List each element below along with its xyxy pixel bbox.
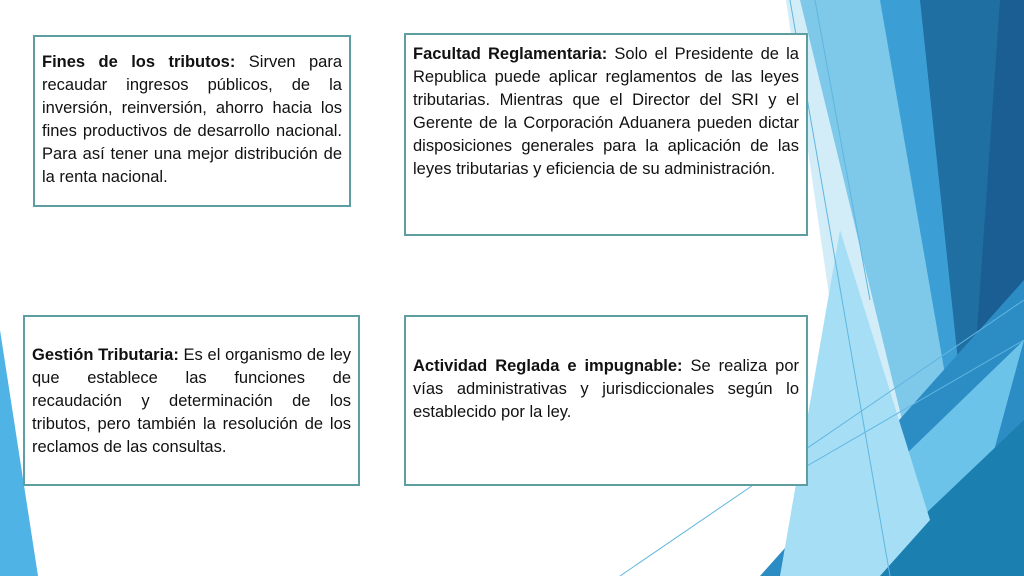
card-actividad-reglada [404,315,808,486]
card-gestion-tributaria [23,315,360,486]
card-body: Es el organismo de ley que establece las funciones de recaudación y determinación de los tributos, pero también la resolución de los reclamos de las consultas. [32,346,351,456]
card-fines-tributos [33,35,351,207]
card-title: Gestión Tributaria: [32,346,179,364]
card-body: Sirven para recaudar ingresos públicos, de la inversión, reinversión, ahorro hacia los fines productivos de desarrollo nacional. Para así tener una mejor distribución de la renta nacional. [42,53,342,186]
card-body: Solo el Presidente de la Republica puede aplicar reglamentos de las leyes tributarias. Mientras que el Director del SRI y el Gerente de la Corporación Aduanera pueden dictar disposiciones generales para la aplicación de las leyes tributarias y eficiencia de su administración. [413,45,799,178]
card-title: Actividad Reglada e impugnable: [413,357,683,375]
card-body: Se realiza por vías administrativas y jurisdiccionales según lo establecido por la ley. [413,357,800,421]
card-facultad-reglamentaria [404,33,808,236]
card-title: Facultad Reglamentaria: [413,45,608,63]
card-title: Fines de los tributos: [42,53,236,71]
